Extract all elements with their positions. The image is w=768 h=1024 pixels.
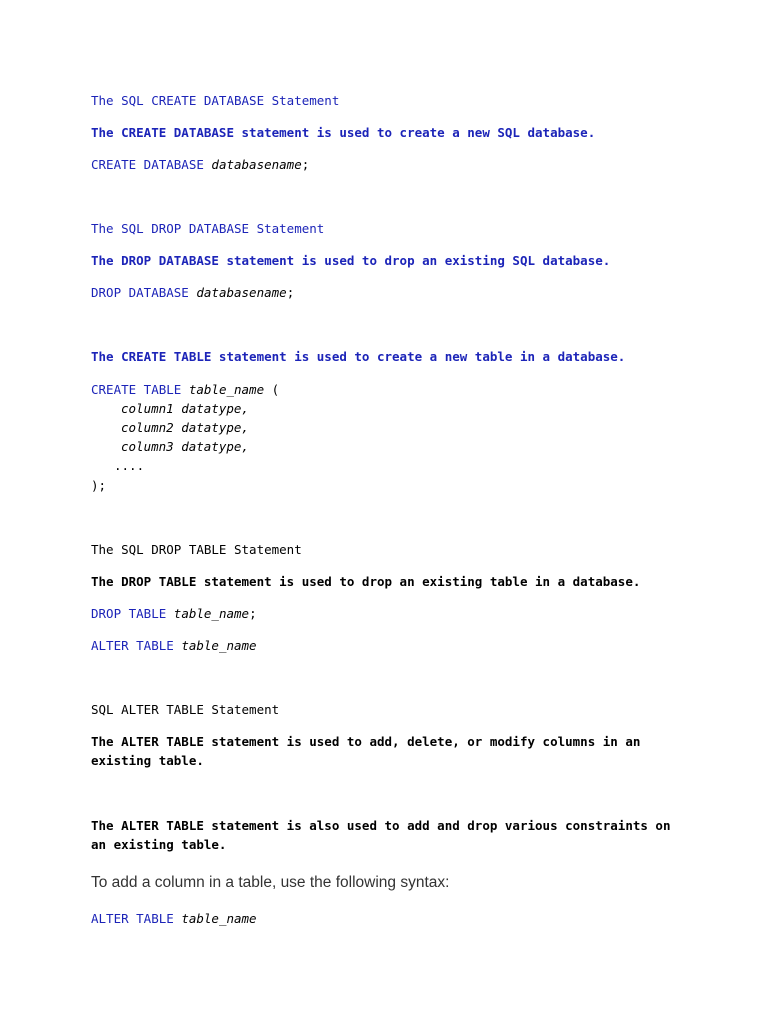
drop-table-heading: The SQL DROP TABLE Statement: [91, 542, 302, 557]
syntax-argument: databasename: [196, 285, 287, 300]
syntax-terminator: ;: [249, 606, 257, 621]
syntax-argument: table_name: [181, 638, 257, 653]
syntax-close-paren: );: [91, 478, 107, 493]
alter-table-constraints-line: an existing table.: [91, 837, 227, 852]
syntax-keyword: DROP TABLE: [91, 606, 167, 621]
syntax-argument: table_name: [181, 911, 257, 926]
create-table-description: The CREATE TABLE statement is used to create a new table in a database.: [91, 349, 626, 364]
alter-table-syntax: [91, 909, 257, 928]
syntax-argument: databasename: [211, 157, 302, 172]
syntax-keyword: ALTER TABLE: [91, 911, 174, 926]
create-database-description: The CREATE DATABASE statement is used to create a new SQL database.: [91, 125, 596, 140]
drop-table-description: The DROP TABLE statement is used to drop an existing table in a database.: [91, 574, 641, 589]
drop-database-syntax: [91, 283, 294, 302]
drop-database-description: The DROP DATABASE statement is used to drop an existing SQL database.: [91, 253, 611, 268]
syntax-keyword: CREATE DATABASE: [91, 157, 204, 172]
syntax-keyword: CREATE TABLE: [91, 382, 182, 397]
drop-table-syntax: [91, 604, 257, 623]
alter-table-constraints-line: The ALTER TABLE statement is also used to add and drop various constraints on: [91, 818, 671, 833]
create-database-syntax: [91, 155, 309, 174]
syntax-keyword: ALTER TABLE: [91, 638, 174, 653]
syntax-terminator: ;: [286, 285, 295, 300]
alter-table-heading: SQL ALTER TABLE Statement: [91, 702, 280, 717]
syntax-argument: table_name: [188, 382, 265, 397]
column-definition: column2 datatype,: [121, 420, 249, 435]
syntax-argument: table_name: [173, 606, 250, 621]
syntax-keyword: DROP DATABASE: [91, 285, 189, 300]
add-column-instruction: To add a column in a table, use the following syntax:: [91, 874, 450, 891]
column-definition: column3 datatype,: [121, 439, 249, 454]
alter-table-description-line: The ALTER TABLE statement is used to add, delete, or modify columns in an: [91, 734, 641, 749]
column-definition: column1 datatype,: [121, 401, 249, 416]
create-table-syntax: [91, 380, 279, 399]
syntax-open-paren: (: [264, 382, 280, 397]
syntax-terminator: ;: [301, 157, 310, 172]
drop-database-heading: The SQL DROP DATABASE Statement: [91, 221, 325, 236]
alter-table-description-line: existing table.: [91, 753, 204, 768]
alter-table-syntax-short: [91, 636, 257, 655]
column-ellipsis: ....: [114, 458, 145, 473]
create-database-heading: The SQL CREATE DATABASE Statement: [91, 93, 340, 108]
